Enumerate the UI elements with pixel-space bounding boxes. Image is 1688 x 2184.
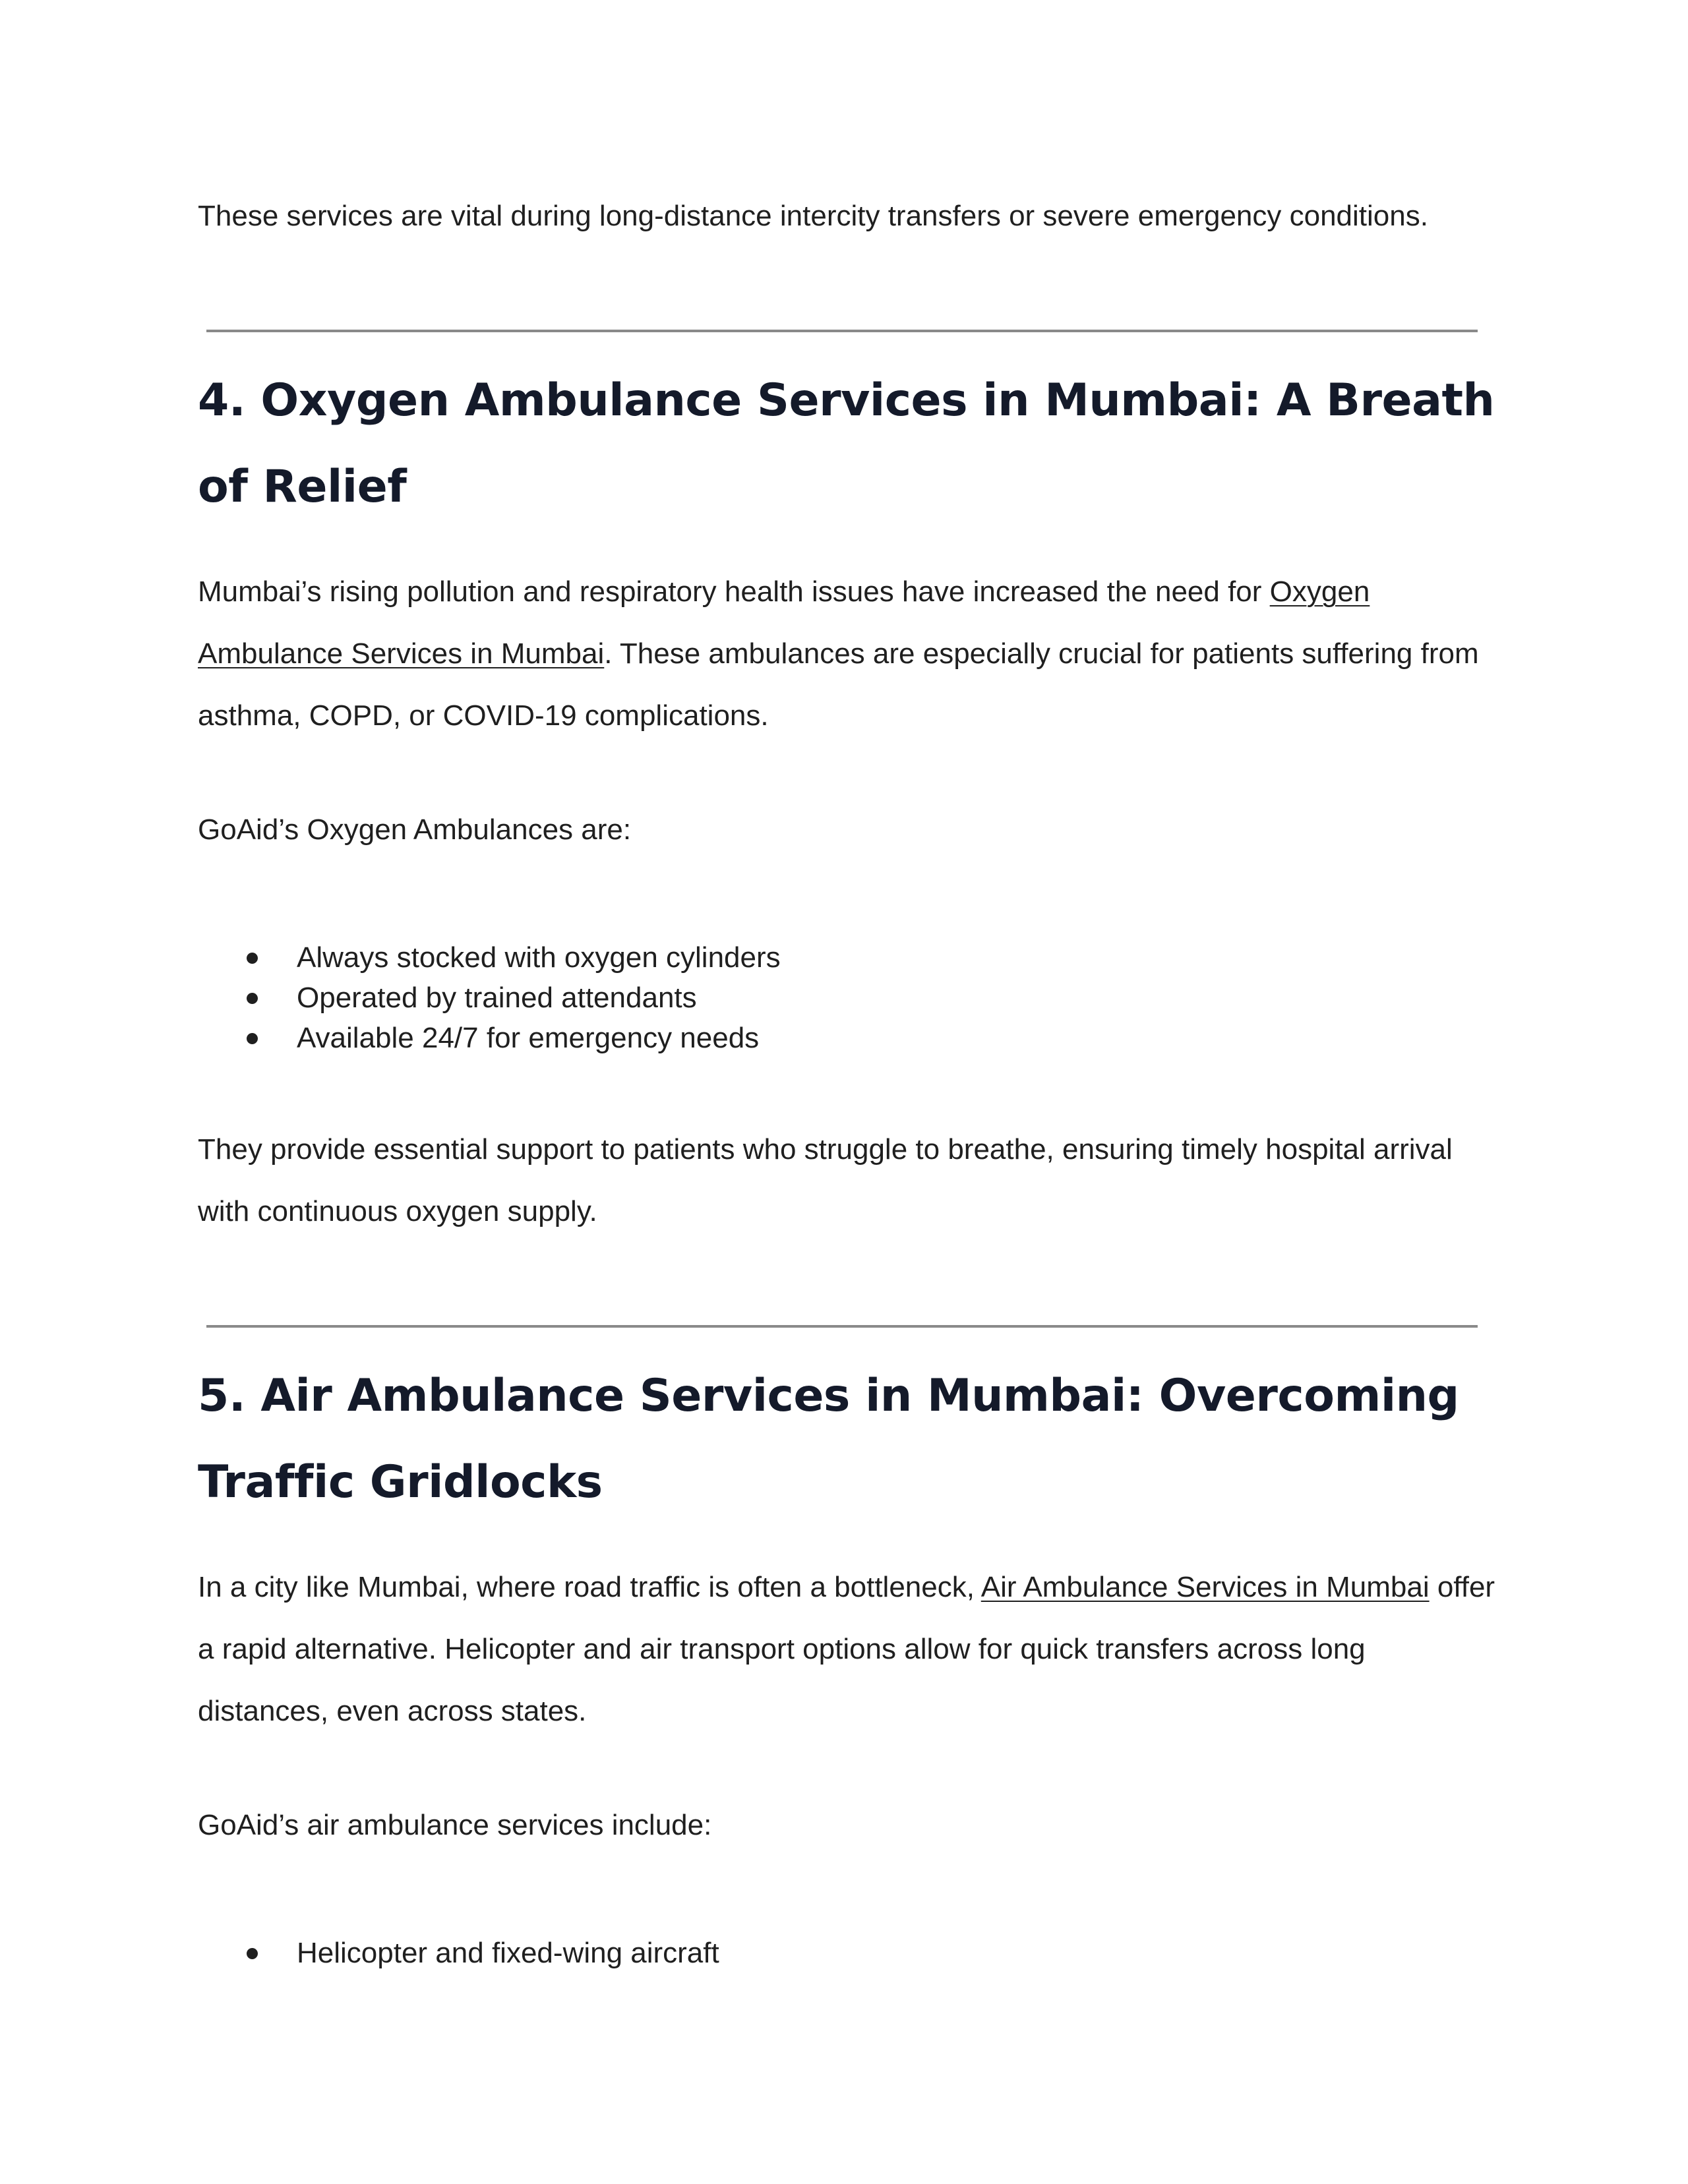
section4-list-intro: GoAid’s Oxygen Ambulances are: bbox=[198, 813, 632, 846]
bullet-icon bbox=[247, 993, 258, 1004]
list-item bbox=[198, 978, 1503, 1018]
intro-paragraph: These services are vital during long-distance intercity transfers or severe emergency conditions. bbox=[198, 200, 1428, 232]
section-divider-2 bbox=[206, 1325, 1478, 1328]
oxygen-ambulance-link[interactable]: Oxygen Ambulance Services in Mumbai bbox=[198, 576, 1370, 670]
section5-paragraph-text-end: offer a rapid alternative. Helicopter and air transport options allow for quick transfers across long distances, even across states. bbox=[198, 1571, 1495, 1727]
section5-list-intro: GoAid’s air ambulance services include: bbox=[198, 1809, 712, 1841]
list-item-text: Helicopter and fixed-wing aircraft bbox=[297, 1937, 719, 1969]
section4-paragraph-text-end: . These ambulances are especially crucial for patients suffering from asthma, COPD, or COVID-19 complications. bbox=[198, 637, 1479, 732]
list-item-text: Available 24/7 for emergency needs bbox=[297, 1022, 760, 1054]
bullet-icon bbox=[247, 953, 258, 964]
section5-list bbox=[198, 1933, 1503, 1973]
section4-paragraph-text-start: Mumbai’s rising pollution and respiratory health issues have increased the need for bbox=[198, 576, 1270, 608]
air-ambulance-link[interactable]: Air Ambulance Services in Mumbai bbox=[980, 1571, 1430, 1603]
list-item bbox=[198, 1933, 1503, 1973]
bullet-icon bbox=[247, 1033, 258, 1044]
section4-paragraph bbox=[198, 561, 1503, 747]
list-item-text: Always stocked with oxygen cylinders bbox=[297, 941, 781, 974]
section4-list bbox=[198, 937, 1503, 1058]
list-item bbox=[198, 1018, 1503, 1058]
section4-heading: 4. Oxygen Ambulance Services in Mumbai: A Breath of Relief bbox=[198, 374, 1495, 513]
section5-heading: 5. Air Ambulance Services in Mumbai: Overcoming Traffic Gridlocks bbox=[198, 1370, 1459, 1508]
section-divider-1 bbox=[206, 330, 1478, 332]
list-item-text: Operated by trained attendants bbox=[297, 982, 697, 1014]
section5-paragraph bbox=[198, 1556, 1503, 1742]
list-item bbox=[198, 937, 1503, 978]
bullet-icon bbox=[247, 1948, 258, 1959]
section4-closing-paragraph: They provide essential support to patients who struggle to breathe, ensuring timely hospital arrival with continuous oxygen supply. bbox=[198, 1133, 1453, 1227]
section5-paragraph-text-start: In a city like Mumbai, where road traffic is often a bottleneck, bbox=[198, 1571, 981, 1603]
